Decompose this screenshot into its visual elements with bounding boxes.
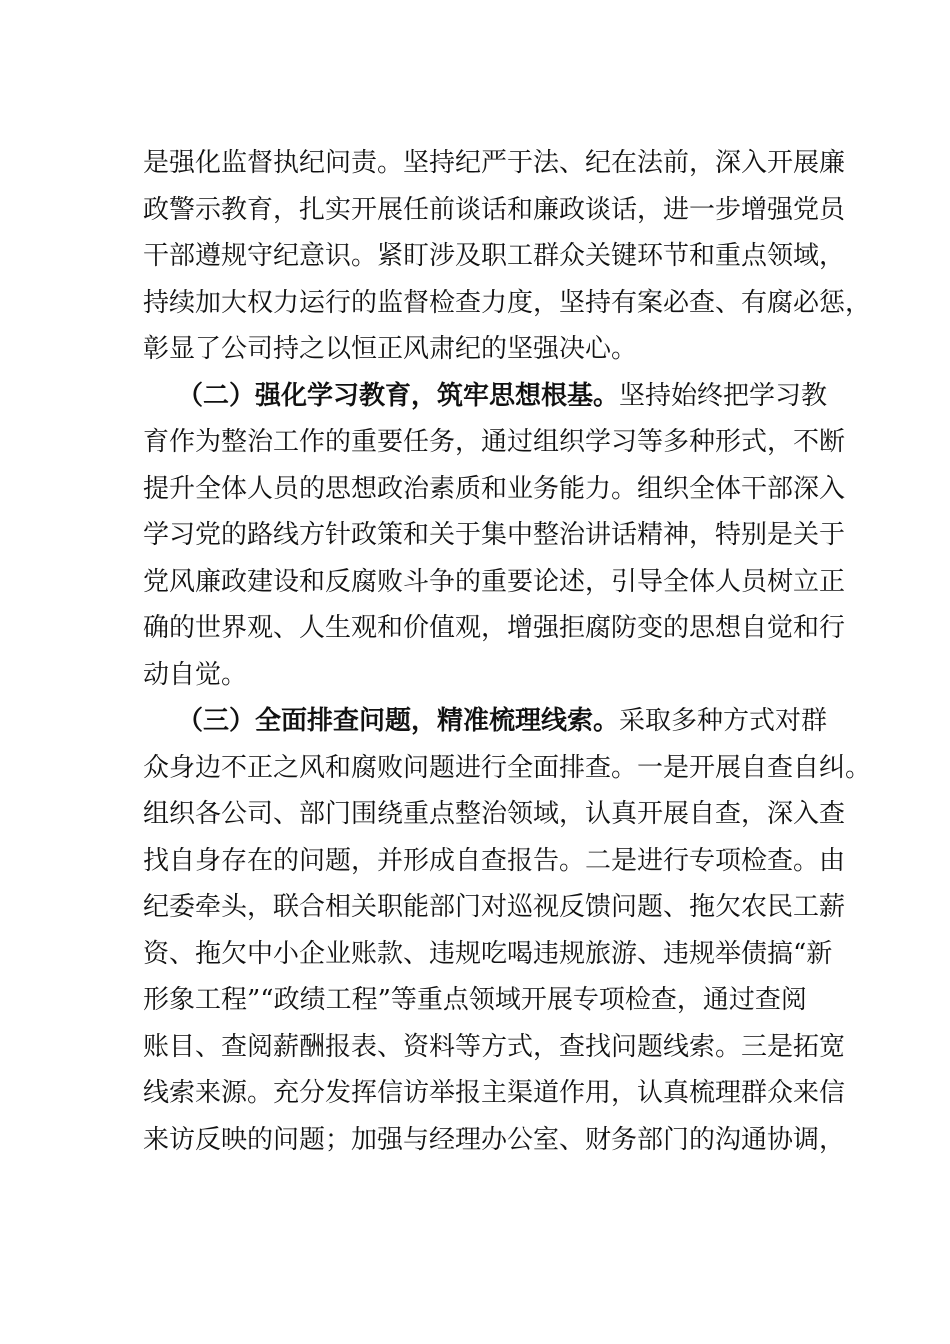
paragraph-first-line: [143, 373, 833, 420]
document-body: [143, 140, 872, 1163]
section-heading: （二）强化学习教育，筑牢思想根基。: [177, 380, 620, 411]
text-line: 是强化监督执纪问责。坚持纪严于法、纪在法前，深入开展廉: [143, 148, 846, 178]
text-span: 坚持始终把学习教: [619, 380, 828, 411]
text-line: 来访反映的问题；加强与经理办公室、财务部门的沟通协调，: [143, 1124, 846, 1155]
text-span: 采取多种方式对群: [619, 706, 828, 736]
text-line: 彰显了公司持之以恒正风肃纪的坚强决心。: [143, 334, 638, 364]
text-line: 资、拖欠中小企业账款、违规吃喝违规旅游、违规举债搞“新: [143, 938, 833, 969]
text-line: 形象工程”“政绩工程”等重点领域开展专项检查，通过查阅: [143, 985, 807, 1015]
text-line: 育作为整治工作的重要任务，通过组织学习等多种形式，不断: [143, 427, 846, 457]
paragraph-first-line: [143, 698, 833, 745]
text-line: 找自身存在的问题，并形成自查报告。二是进行专项检查。由: [143, 845, 846, 876]
text-line: 确的世界观、人生观和价值观，增强拒腐防变的思想自觉和行: [143, 613, 846, 643]
text-line: 账目、查阅薪酬报表、资料等方式，查找问题线索。三是拓宽: [143, 1031, 846, 1062]
text-line: 持续加大权力运行的监督检查力度，坚持有案必查、有腐必惩，: [143, 287, 872, 318]
text-line: 动自觉。: [143, 659, 248, 690]
text-line: 干部遵规守纪意识。紧盯涉及职工群众关键环节和重点领域，: [143, 241, 846, 271]
text-line: 提升全体人员的思想政治素质和业务能力。组织全体干部深入: [143, 473, 846, 504]
section-heading: （三）全面排查问题，精准梳理线索。: [177, 706, 620, 736]
text-line: 学习党的路线方针政策和关于集中整治讲话精神，特别是关于: [143, 520, 846, 550]
text-line: 纪委牵头，联合相关职能部门对巡视反馈问题、拖欠农民工薪: [143, 892, 846, 922]
text-line: 政警示教育，扎实开展任前谈话和廉政谈话，进一步增强党员: [143, 194, 846, 225]
text-line: 众身边不正之风和腐败问题进行全面排查。一是开展自查自纠。: [143, 752, 872, 783]
text-line: 组织各公司、部门围绕重点整治领域，认真开展自查，深入查: [143, 799, 846, 829]
text-line: 党风廉政建设和反腐败斗争的重要论述，引导全体人员树立正: [143, 566, 846, 597]
text-line: 线索来源。充分发挥信访举报主渠道作用，认真梳理群众来信: [143, 1078, 846, 1108]
